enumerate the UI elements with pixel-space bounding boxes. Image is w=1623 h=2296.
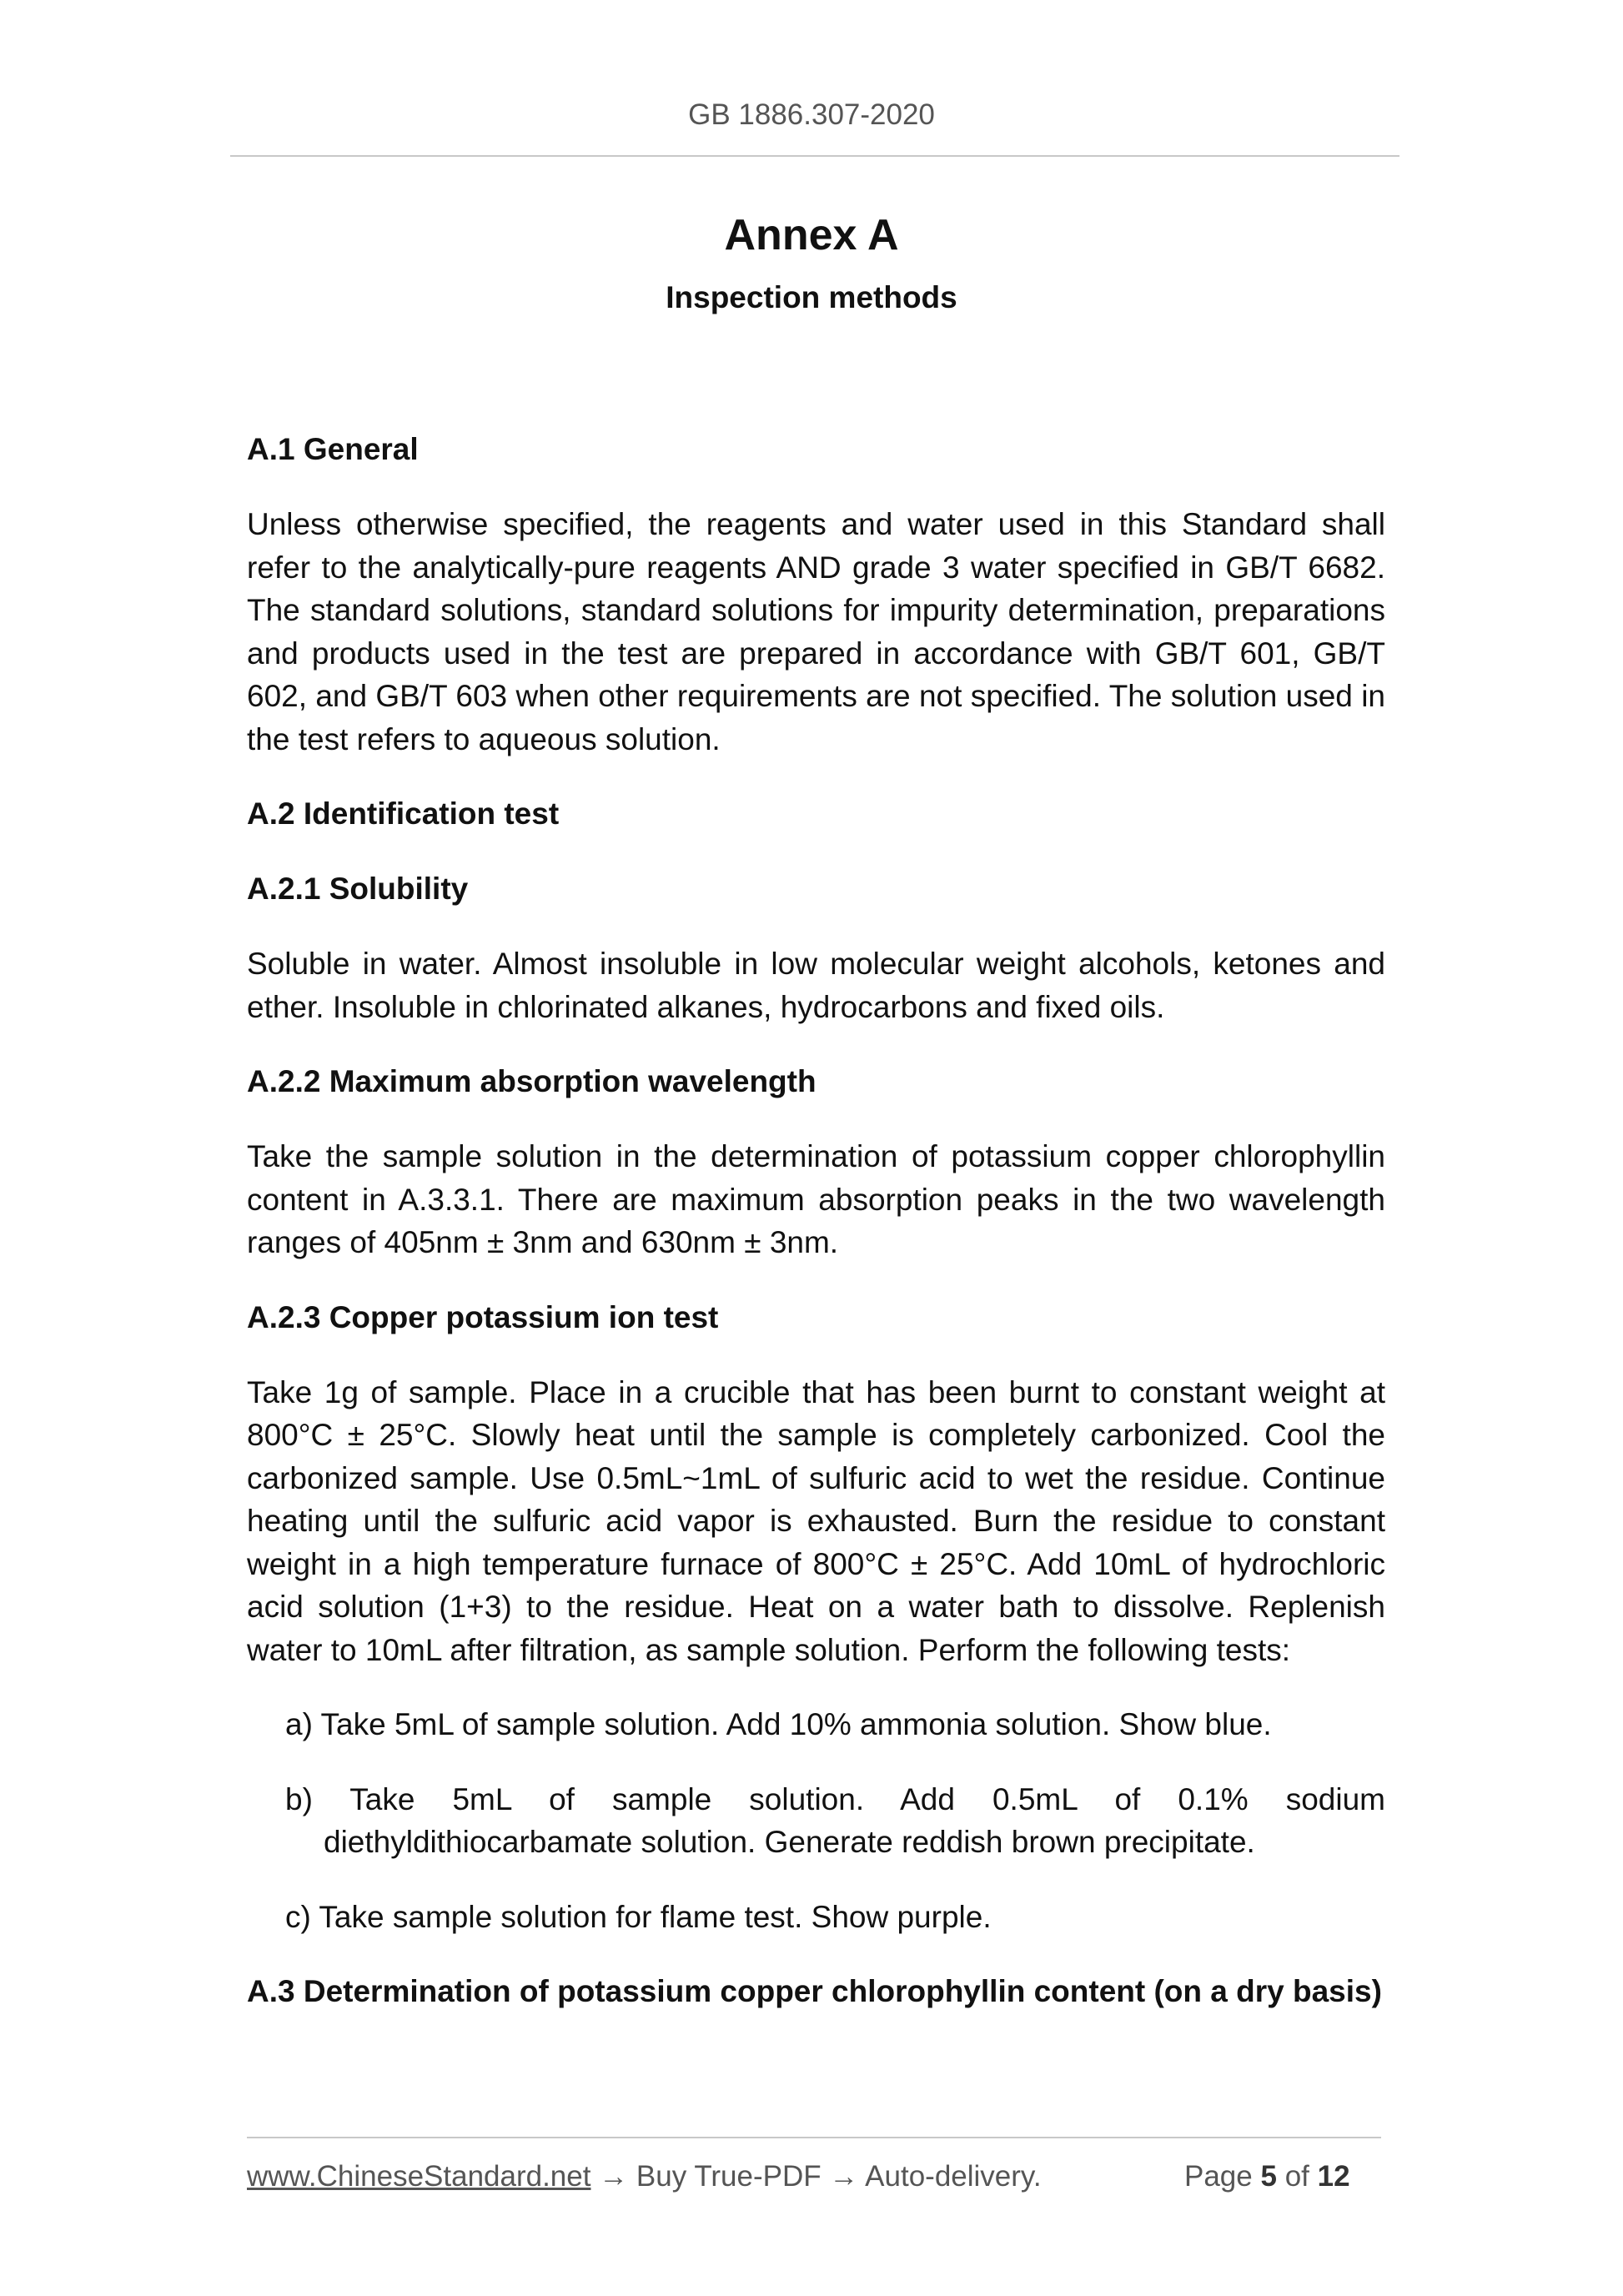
total-pages: 12	[1317, 2160, 1350, 2193]
section-heading-a1: A.1 General	[247, 432, 419, 466]
section-heading-a23: A.2.3 Copper potassium ion test	[247, 1299, 719, 1334]
page-label: Page	[1184, 2160, 1253, 2193]
footer-promo-text: → Buy True-PDF → Auto-delivery.	[590, 2160, 1042, 2193]
footer-promo	[247, 2160, 1042, 2193]
section-heading-a21: A.2.1 Solubility	[247, 872, 469, 906]
footer-divider	[247, 2137, 1381, 2138]
of-label: of	[1284, 2160, 1309, 2193]
document-body	[247, 428, 1385, 2045]
section-text-a1: Unless otherwise specified, the reagents and water used in this Standard shall refer to the analytically-pure reagents AND grade 3 water specified in GB/T 6682. The standard solutions, standard solutions for impurity determination, preparations and products used in the test are prepared in accordance with GB/T 601, GB/T 602, and GB/T 603 when other requirements are not specified. The solution used in the test refers to aqueous solution.	[247, 507, 1385, 756]
header-divider	[230, 155, 1399, 157]
section-text-a23: Take 1g of sample. Place in a crucible that has been burnt to constant weight at 800°C ± 25°C. Slowly heat until the sample is completely carbonized. Cool the carbonized sample. Use 0.5mL~1mL of sulfuric acid to wet the residue. Continue heating until the sulfuric acid vapor is exhausted. Burn the residue to constant weight in a high temperature furnace of 800°C ± 25°C. Add 10mL of hydrochloric acid solution (1+3) to the residue. Heat on a water bath to dissolve. Replenish water to 10mL after filtration, as sample solution. Perform the following tests:	[247, 1374, 1385, 1667]
section-heading-a22: A.2.2 Maximum absorption wavelength	[247, 1064, 817, 1098]
section-text-a21: Soluble in water. Almost insoluble in low molecular weight alcohols, ketones and ether. Insoluble in chlorinated alkanes, hydrocarbons and fixed oils.	[247, 947, 1385, 1024]
test-list	[247, 1703, 1385, 1938]
document-id-header: GB 1886.307-2020	[688, 98, 935, 131]
page-indicator	[1184, 2160, 1350, 2193]
list-item: c) Take sample solution for flame test. Show purple.	[285, 1899, 992, 1934]
website-link[interactable]: www.ChineseStandard.net	[247, 2160, 591, 2193]
section-text-a22: Take the sample solution in the determination of potassium copper chlorophyllin content in A.3.3.1. There are maximum absorption peaks in the two wavelength ranges of 405nm ± 3nm and 630nm ± 3nm.	[247, 1139, 1385, 1259]
annex-subtitle: Inspection methods	[666, 280, 957, 314]
list-item: a) Take 5mL of sample solution. Add 10% ammonia solution. Show blue.	[285, 1707, 1272, 1741]
section-heading-a2: A.2 Identification test	[247, 796, 560, 831]
list-item: b) Take 5mL of sample solution. Add 0.5mL of 0.1% sodium diethyldithiocarbamate solution. Generate reddish brown precipitate.	[285, 1781, 1385, 1859]
annex-title: Annex A	[724, 211, 899, 259]
section-heading-a3: A.3 Determination of potassium copper chlorophyllin content (on a dry basis)	[247, 1974, 1382, 2008]
page-number: 5	[1260, 2160, 1277, 2193]
